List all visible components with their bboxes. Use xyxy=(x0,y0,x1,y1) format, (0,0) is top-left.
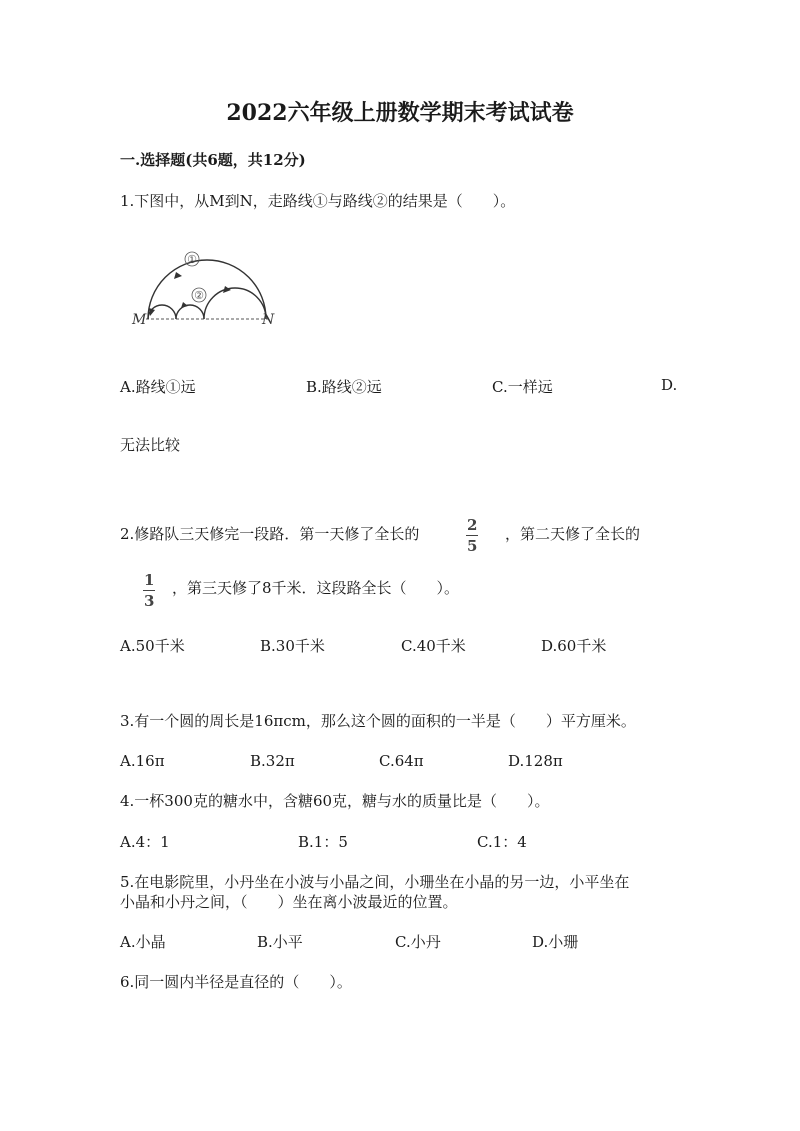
question-2-text-a: 2.修路队三天修完一段路．第一天修了全长的 xyxy=(120,525,420,543)
q3-option-d: D.128π xyxy=(508,752,563,770)
fraction-numerator: 2 xyxy=(467,516,478,534)
q3-option-a: A.16π xyxy=(120,752,165,770)
q4-option-c: C.1：4 xyxy=(477,833,527,851)
q4-option-a: A.4：1 xyxy=(120,833,170,851)
q3-option-c: C.64π xyxy=(379,752,424,770)
question-2-text-b: ，第二天修了全长的 xyxy=(505,525,641,543)
point-n-label: N xyxy=(262,312,275,328)
question-6-text: 6.同一圆内半径是直径的（ ）。 xyxy=(120,973,352,991)
q1-option-d-continued: 无法比较 xyxy=(120,436,181,454)
q2-option-b: B.30千米 xyxy=(260,637,325,655)
route-2-arrow-3 xyxy=(223,286,231,293)
route-2-arrow-1 xyxy=(149,308,155,316)
q5-option-a: A.小晶 xyxy=(120,933,166,951)
q1-option-d: D. xyxy=(661,376,678,394)
q1-option-b: B.路线②远 xyxy=(306,378,382,396)
question-3-text: 3.有一个圆的周长是16πcm，那么这个圆的面积的一半是（ ）平方厘米。 xyxy=(120,712,636,730)
page-title: 2022六年级上册数学期末考试试卷 xyxy=(226,100,574,126)
q1-option-a: A.路线①远 xyxy=(120,378,196,396)
fraction-one-third xyxy=(143,572,155,609)
route-1-arc xyxy=(148,260,266,319)
fraction-numerator: 1 xyxy=(144,571,155,589)
route-2-label: ② xyxy=(194,289,204,302)
q5-option-c: C.小丹 xyxy=(395,933,441,951)
q2-option-d: D.60千米 xyxy=(541,637,607,655)
route-2-arc-2 xyxy=(176,305,204,319)
q3-option-b: B.32π xyxy=(250,752,295,770)
section-heading: 一.选择题(共6题，共12分) xyxy=(120,151,306,169)
q2-option-a: A.50千米 xyxy=(120,637,185,655)
q5-option-d: D.小珊 xyxy=(532,933,579,951)
q4-option-b: B.1：5 xyxy=(298,833,348,851)
q1-option-c: C.一样远 xyxy=(492,378,553,396)
fraction-denominator: 3 xyxy=(144,592,155,610)
question-2-text-c: ，第三天修了8千米．这段路全长（ ）。 xyxy=(172,579,460,597)
route-diagram xyxy=(128,246,288,332)
point-m-label: M xyxy=(132,312,147,328)
question-4-text: 4.一杯300克的糖水中，含糖60克，糖与水的质量比是（ ）。 xyxy=(120,792,550,810)
route-1-arrow xyxy=(174,272,182,279)
question-5-text-line1: 5.在电影院里，小丹坐在小波与小晶之间，小珊坐在小晶的另一边，小平坐在 xyxy=(120,873,630,891)
question-1-text: 1.下图中，从M到N，走路线①与路线②的结果是（ ）。 xyxy=(120,192,516,210)
fraction-two-fifths xyxy=(466,517,478,554)
fraction-denominator: 5 xyxy=(467,537,478,555)
route-2-arc-3 xyxy=(204,288,266,319)
route-1-label: ① xyxy=(187,253,197,266)
q5-option-b: B.小平 xyxy=(257,933,303,951)
question-5-text-line2: 小晶和小丹之间，（ ）坐在离小波最近的位置。 xyxy=(120,893,458,911)
q2-option-c: C.40千米 xyxy=(401,637,466,655)
